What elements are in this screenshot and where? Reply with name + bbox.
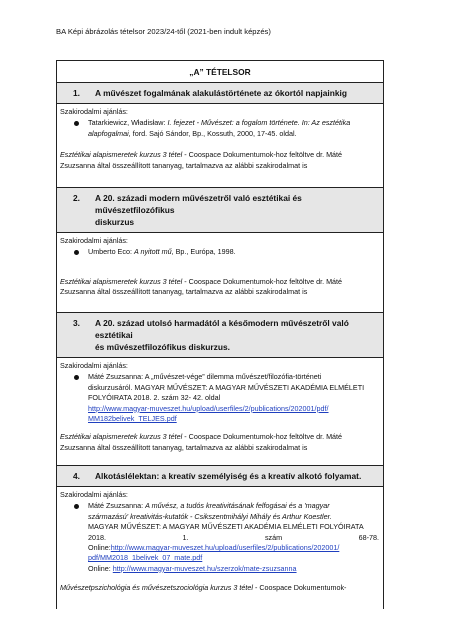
course-name: Esztétikai alapismeretek kurzus 3 tétel — [60, 432, 183, 442]
course-note — [60, 432, 379, 453]
reference-line — [88, 512, 379, 522]
bullet-icon — [74, 375, 79, 380]
reference-title: I. fejezet - Művészet: a fogalom története. In: Az esztétika alapfogalmai, — [88, 118, 351, 138]
reference-title: származású' kreativitás-kutatók - Csikszentmihályi Mihály és Arthur Koestler. — [88, 511, 332, 521]
reference-publication: , Bp., Európa, 1998. — [171, 247, 236, 257]
online-label: Online: — [88, 543, 111, 553]
reference-label: Szakirodalmi ajánlás: — [60, 107, 128, 116]
reference-author: Tatarkiewicz, Władisław: — [88, 118, 168, 128]
reference-line: FOLYÓIRATA 2018. 2. szám 32- 42. oldal — [88, 393, 221, 403]
course-note — [60, 277, 379, 298]
reference-link[interactable] — [88, 553, 379, 563]
table-title: „A” TÉTELSOR — [57, 61, 383, 83]
bullet-icon — [74, 121, 79, 126]
topic-heading-4 — [57, 466, 383, 487]
bullet-icon — [74, 504, 79, 509]
reference-link-line[interactable]: MM182belivek_TELJES.pdf — [88, 414, 177, 424]
reference-year: 2018. — [88, 532, 106, 542]
reference-publication: ford. Sajó Sándor, Bp., Kossuth, 2000, 17-45. oldal. — [130, 128, 297, 138]
course-note — [60, 150, 379, 171]
reference-item — [60, 501, 379, 574]
online-label: Online: — [88, 563, 113, 573]
reference-link[interactable]: http://www.magyar-muveszet.hu/szerzok/mate-zsuzsanna — [112, 563, 297, 573]
reference-title: A nyitott mű — [133, 247, 172, 257]
reference-link[interactable] — [88, 414, 379, 424]
topic-title-line: diskurzus — [95, 217, 135, 227]
reference-line: diskurzusáról. MAGYAR MŰVÉSZET: A MAGYAR MŰVÉSZETI AKADÉMIA ELMÉLETI — [88, 382, 365, 392]
topic-body-3 — [57, 358, 383, 466]
topic-number: 3. — [73, 318, 80, 328]
course-note-text: - Coospace Dokumentumok-hoz feltöltve dr. Máté Zsuzsanna által összeállított tananyag, tartalmazva az alábbi szakirodalmat is — [60, 432, 343, 452]
reference-author: Umberto Eco: — [88, 247, 134, 257]
topic-heading-1 — [57, 83, 383, 104]
topic-body-1 — [57, 104, 383, 188]
course-name: Esztétikai alapismeretek kurzus 3 tétel — [60, 150, 183, 160]
reference-line: Máté Zsuzsanna: A „művészet-vége” dilemma művészet/filozófia-történeti — [88, 372, 322, 382]
course-note — [60, 583, 379, 593]
reference-label: Szakirodalmi ajánlás: — [60, 236, 128, 245]
reference-line: MAGYAR MŰVÉSZET: A MAGYAR MŰVÉSZETI AKADÉMIA ELMÉLETI FOLYÓIRATA — [88, 522, 364, 532]
reference-item — [60, 118, 379, 139]
reference-item — [60, 247, 379, 257]
reference-label: Szakirodalmi ajánlás: — [60, 361, 128, 370]
topic-title: A művészet fogalmának alakulástörténete az ókortól napjainkig — [95, 88, 347, 98]
topic-title-line: és művészetfilozófikus diskurzus. — [95, 342, 230, 352]
topic-number: 4. — [73, 471, 80, 481]
topic-title-line: A 20. századi modern művészetről való esztétikai és művészetfilozófikus — [95, 193, 302, 215]
topic-body-2 — [57, 233, 383, 313]
reference-item — [60, 372, 379, 424]
reference-line — [88, 533, 379, 543]
reference-author: Máté Zsuzsanna: — [88, 501, 146, 511]
reference-line — [88, 564, 379, 574]
topic-number: 2. — [73, 193, 80, 203]
reference-line — [88, 543, 379, 553]
topic-number: 1. — [73, 88, 80, 98]
topic-body-4 — [57, 487, 383, 609]
bullet-icon — [74, 250, 79, 255]
reference-link-line[interactable]: http://www.magyar-muveszet.hu/upload/userfiles/2/publications/202001/pdf/ — [88, 403, 329, 413]
course-name: Esztétikai alapismeretek kurzus 3 tétel — [60, 276, 183, 286]
reference-link[interactable] — [88, 404, 379, 414]
reference-link-line[interactable]: pdf/MM2018_1belivek_07_mate.pdf — [88, 553, 203, 563]
topic-heading-3 — [57, 313, 383, 358]
course-name: Művészetpszichológia és művészetszociológia kurzus 3 tétel — [60, 583, 253, 593]
reference-label: Szakirodalmi ajánlás: — [60, 490, 128, 499]
topic-heading-2 — [57, 188, 383, 233]
course-note-text: - Coospace Dokumentumok-hoz feltöltve dr. Máté Zsuzsanna által összeállított tananyag, tartalmazva az alábbi szakirodalmat is — [60, 150, 343, 170]
reference-line — [88, 501, 379, 511]
reference-issue-label: szám — [264, 532, 283, 542]
reference-link[interactable]: http://www.magyar-muveszet.hu/upload/userfiles/2/publications/202001/ — [110, 543, 340, 553]
exam-topics-table — [56, 60, 384, 609]
course-note-text: - Coospace Dokumentumok- — [252, 583, 347, 593]
topic-title: Alkotáslélektan: a kreatív személyiség és a kreatív alkotó folyamat. — [95, 471, 362, 481]
reference-title: A művész, a tudós kreativitásának felfogásai és a 'magyar — [145, 501, 330, 511]
topic-title-line: A 20. század utolsó harmadától a későmodern művészetről való esztétikai — [95, 318, 349, 340]
reference-pages: 68-78. — [358, 532, 379, 542]
course-note-text: - Coospace Dokumentumok-hoz feltöltve dr. Máté Zsuzsanna által összeállított tananyag, tartalmazva az alábbi szakirodalmat is — [60, 276, 343, 297]
document-header: BA Képi ábrázolás tételsor 2023/24-től (2021-ben indult képzés) — [56, 27, 271, 36]
reference-issue: 1. — [182, 532, 189, 542]
